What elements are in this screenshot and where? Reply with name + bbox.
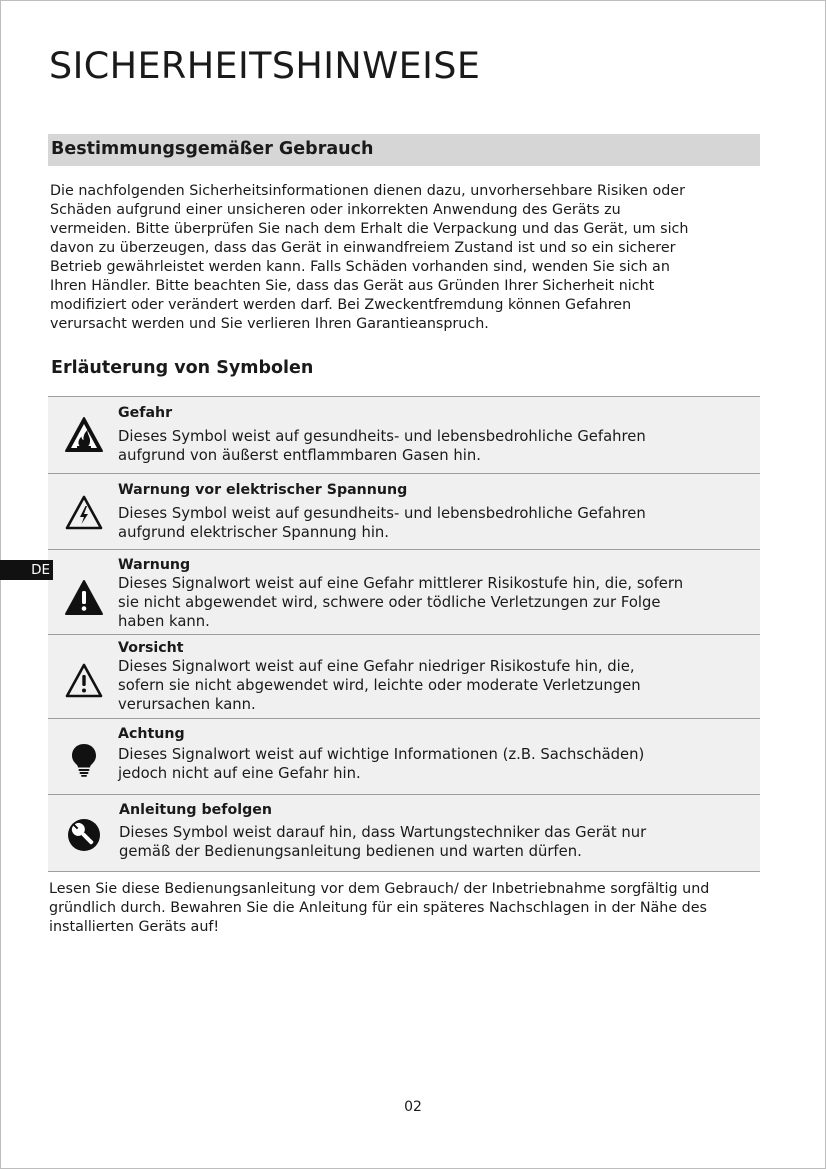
closing-line: Lesen Sie diese Bedienungsanleitung vor dem Gebrauch/ der Inbetriebnahme sorgfältig und [49,881,710,897]
closing-paragraph [49,880,769,937]
symbol-row-warnung [48,550,760,635]
symbol-row-text [118,640,740,714]
symbol-row-achtung [48,719,760,795]
symbol-row-text [118,557,740,631]
symbol-row-vorsicht [48,635,760,719]
symbol-description-line: haben kann. [118,613,210,630]
symbol-row-text [118,726,740,783]
intro-line: davon zu überzeugen, dass das Gerät in einwandfreiem Zustand ist und so ein sicherer [50,240,676,256]
lightbulb-icon [64,739,104,779]
symbol-row-gefahr [48,397,760,474]
language-tab: DE [0,560,53,580]
symbol-row-text [118,405,740,465]
symbol-description [118,427,740,465]
page-title: SICHERHEITSHINWEISE [49,44,481,87]
closing-line: installierten Geräts auf! [49,919,220,935]
symbol-description [118,745,740,783]
symbol-description-line: sie nicht abgewendet wird, schwere oder tödliche Verletzungen zur Folge [118,594,661,611]
symbol-description-line: aufgrund von äußerst entflammbaren Gasen hin. [118,447,481,464]
symbol-table [48,396,760,872]
symbol-row-anleitung [48,795,760,872]
symbol-title: Warnung vor elektrischer Spannung [118,482,408,498]
symbol-title: Achtung [118,726,185,742]
section-heading-bar [48,134,760,166]
symbol-title: Anleitung befolgen [119,802,272,818]
exclamation-caution-outline-icon [64,661,104,701]
symbol-description-line: Dieses Signalwort weist auf eine Gefahr niedriger Risikostufe hin, die, [118,658,635,675]
symbol-description-line: Dieses Symbol weist auf gesundheits- und lebensbedrohliche Gefahren [118,428,646,445]
symbol-title: Warnung [118,557,191,573]
symbol-title: Vorsicht [118,640,184,656]
electric-voltage-warning-icon [64,493,104,533]
symbol-description-line: Dieses Signalwort weist auf wichtige Informationen (z.B. Sachschäden) [118,746,645,763]
intro-line: Schäden aufgrund einer unsicheren oder inkorrekten Anwendung des Geräts zu [50,202,621,218]
intro-paragraph [50,182,762,334]
symbol-description-line: sofern sie nicht abgewendet wird, leichte oder moderate Verletzungen [118,677,641,694]
symbol-title: Gefahr [118,405,173,421]
symbol-description [118,657,740,714]
symbol-description-line: gemäß der Bedienungsanleitung bedienen und warten dürfen. [119,843,582,860]
symbol-description-line: aufgrund elektrischer Spannung hin. [118,524,390,541]
symbol-row-text [119,802,740,861]
symbol-description-line: verursachen kann. [118,696,256,713]
wrench-icon [64,815,104,855]
symbol-description [118,504,740,542]
exclamation-warning-filled-icon [64,578,104,618]
symbol-description-line: Dieses Signalwort weist auf eine Gefahr mittlerer Risikostufe hin, die, sofern [118,575,684,592]
intro-line: Betrieb gewährleistet werden kann. Falls Schäden vorhanden sind, wenden Sie sich an [50,259,670,275]
intro-line: verursacht werden und Sie verlieren Ihren Garantieanspruch. [50,316,489,332]
section-heading: Bestimmungsgemäßer Gebrauch [51,139,374,159]
intro-line: vermeiden. Bitte überprüfen Sie nach dem Erhalt die Verpackung und das Gerät, um sich [50,221,689,237]
intro-line: Ihren Händler. Bitte beachten Sie, dass das Gerät aus Gründen Ihrer Sicherheit nicht [50,278,655,294]
symbol-description-line: jedoch nicht auf eine Gefahr hin. [118,765,361,782]
symbol-description-line: Dieses Symbol weist darauf hin, dass Wartungstechniker das Gerät nur [119,824,647,841]
symbols-heading: Erläuterung von Symbolen [51,358,314,378]
closing-line: gründlich durch. Bewahren Sie die Anleitung für ein späteres Nachschlagen in der Nähe des [49,900,707,916]
intro-line: modifiziert oder verändert werden darf. Bei Zweckentfremdung können Gefahren [50,297,632,313]
symbol-row-text [118,482,740,542]
symbol-description-line: Dieses Symbol weist auf gesundheits- und lebensbedrohliche Gefahren [118,505,646,522]
intro-line: Die nachfolgenden Sicherheitsinformationen dienen dazu, unvorhersehbare Risiken oder [50,183,685,199]
symbol-description [119,823,740,861]
page-number: 02 [404,1099,422,1115]
symbol-description [118,574,740,631]
symbol-row-electric [48,474,760,550]
flammable-warning-icon [64,415,104,455]
